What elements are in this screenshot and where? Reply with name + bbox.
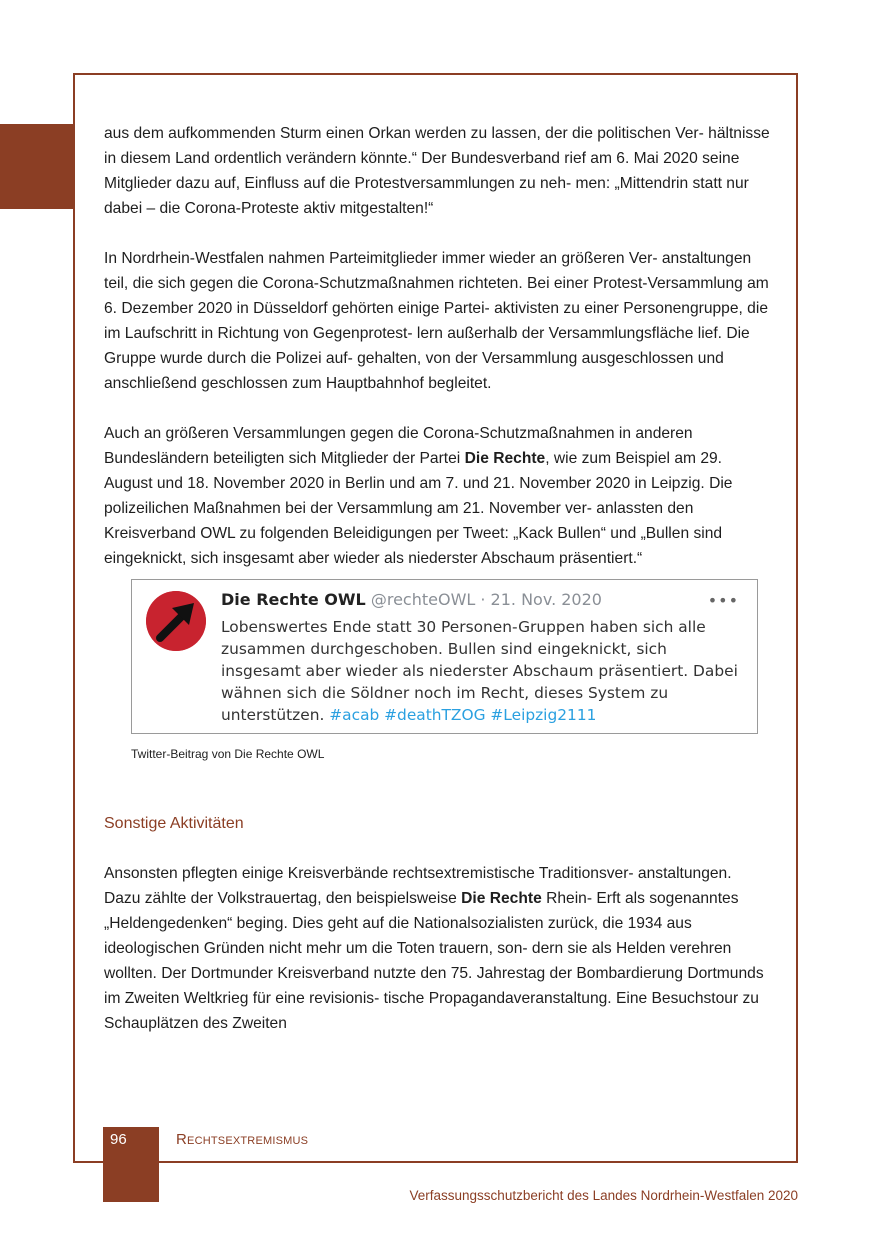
paragraph-4-part-a: Ansonsten pflegten einige Kreisverbände rechtsextremistische Traditionsver- anstaltungen. Dazu zählte der Volkstrauertag, den beispielsweise (104, 865, 732, 907)
tweet-header (221, 590, 602, 610)
paragraph-3-part-a: Auch an größeren Versammlungen gegen die Corona-Schutzmaßnahmen in anderen Bundesländern beteiligten sich Mitglieder der Partei (104, 425, 693, 467)
paragraph-4-part-b: Rhein- Erft als sogenanntes „Heldengedenken“ beging. Dies geht auf die Nationalsozialisten zurück, die 1934 aus ideologischen Gründen nicht mehr um die Toten trauern, son- dern sie als Helden verehren wollten. Der Dortmunder Kreisverband nutzte den 75. Jahrestag der Bombardierung Dortmunds im Zweiten Weltkrieg für eine revisionis- tische Propagandaveranstaltung. Eine Besuchstour zu Schauplätzen des Zweiten (104, 890, 764, 1032)
paragraph-2: In Nordrhein-Westfalen nahmen Parteimitglieder immer wieder an größeren Ver- anstaltungen teil, die sich gegen die Corona-Schutzmaßnahmen richteten. Bei einer Protest-Versammlung am 6. Dezember 2020 in Düsseldorf gehörten einige Partei- aktivisten zu einer Personengruppe, die im Laufschritt in Richtung von Gegenprotest- lern außerhalb der Versammlungsfläche lief. Die Gruppe wurde durch die Polizei auf- gehalten, von der Versammlung ausgeschlossen und anschließend geschlossen zum Hauptbahnhof begleitet. (104, 250, 769, 392)
tweet-text (221, 616, 746, 726)
more-options-icon: ••• (707, 591, 739, 610)
page-footer: Verfassungsschutzbericht des Landes Nordrhein-Westfalen 2020 (409, 1188, 798, 1203)
party-name-bold: Die Rechte (461, 890, 542, 907)
paragraph-4 (104, 861, 772, 1036)
figure-caption: Twitter-Beitrag von Die Rechte OWL (131, 747, 325, 761)
party-name-bold: Die Rechte (464, 450, 546, 467)
arrow-logo-icon (146, 591, 206, 651)
section-heading: Sonstige Aktivitäten (104, 815, 244, 832)
paragraph-3 (104, 421, 772, 571)
paragraph-1: aus dem aufkommenden Sturm einen Orkan werden zu lassen, der die politischen Ver- hältnisse in diesem Land ordentlich verändern könnte.“ Der Bundesverband rief am 6. Mai 2020 seine Mitglieder dazu auf, Einfluss auf die Protestversammlungen zu neh- men: „Mittendrin statt nur dabei – die Corona-Proteste aktiv mitgestalten!“ (104, 125, 770, 217)
tweet-embed (131, 579, 758, 734)
running-head: Rechtsextremismus (176, 1131, 309, 1148)
chapter-marker (0, 124, 75, 209)
tweet-body: Lobenswertes Ende statt 30 Personen-Gruppen haben sich alle zusammen durchgeschoben. Bullen sind eingeknickt, sich insgesamt aber wieder als niederster Abschaum präsentiert. Dabei wähnen sich die Söldner noch im Recht, dieses System zu unterstützen. (221, 618, 738, 724)
page-number: 96 (110, 1131, 127, 1148)
paragraph-3-part-b: , wie zum Beispiel am 29. August und 18. November 2020 in Berlin und am 7. und 21. November 2020 in Leipzig. Die polizeilichen Maßnahmen bei der Versammlung am 21. November ver- anlassten den Kreisverband OWL zu folgenden Beleidigungen per Tweet: „Kack Bullen“ und „Bullen sind eingeknickt, sich insgesamt aber wieder als niederster Abschaum präsentiert.“ (104, 450, 733, 567)
tweet-author-name: Die Rechte OWL (221, 590, 366, 609)
main-content (104, 121, 772, 1036)
tweet-hashtags: #acab #deathTZOG #Leipzig2111 (329, 706, 597, 724)
tweet-handle-date: @rechteOWL · 21. Nov. 2020 (370, 590, 602, 609)
